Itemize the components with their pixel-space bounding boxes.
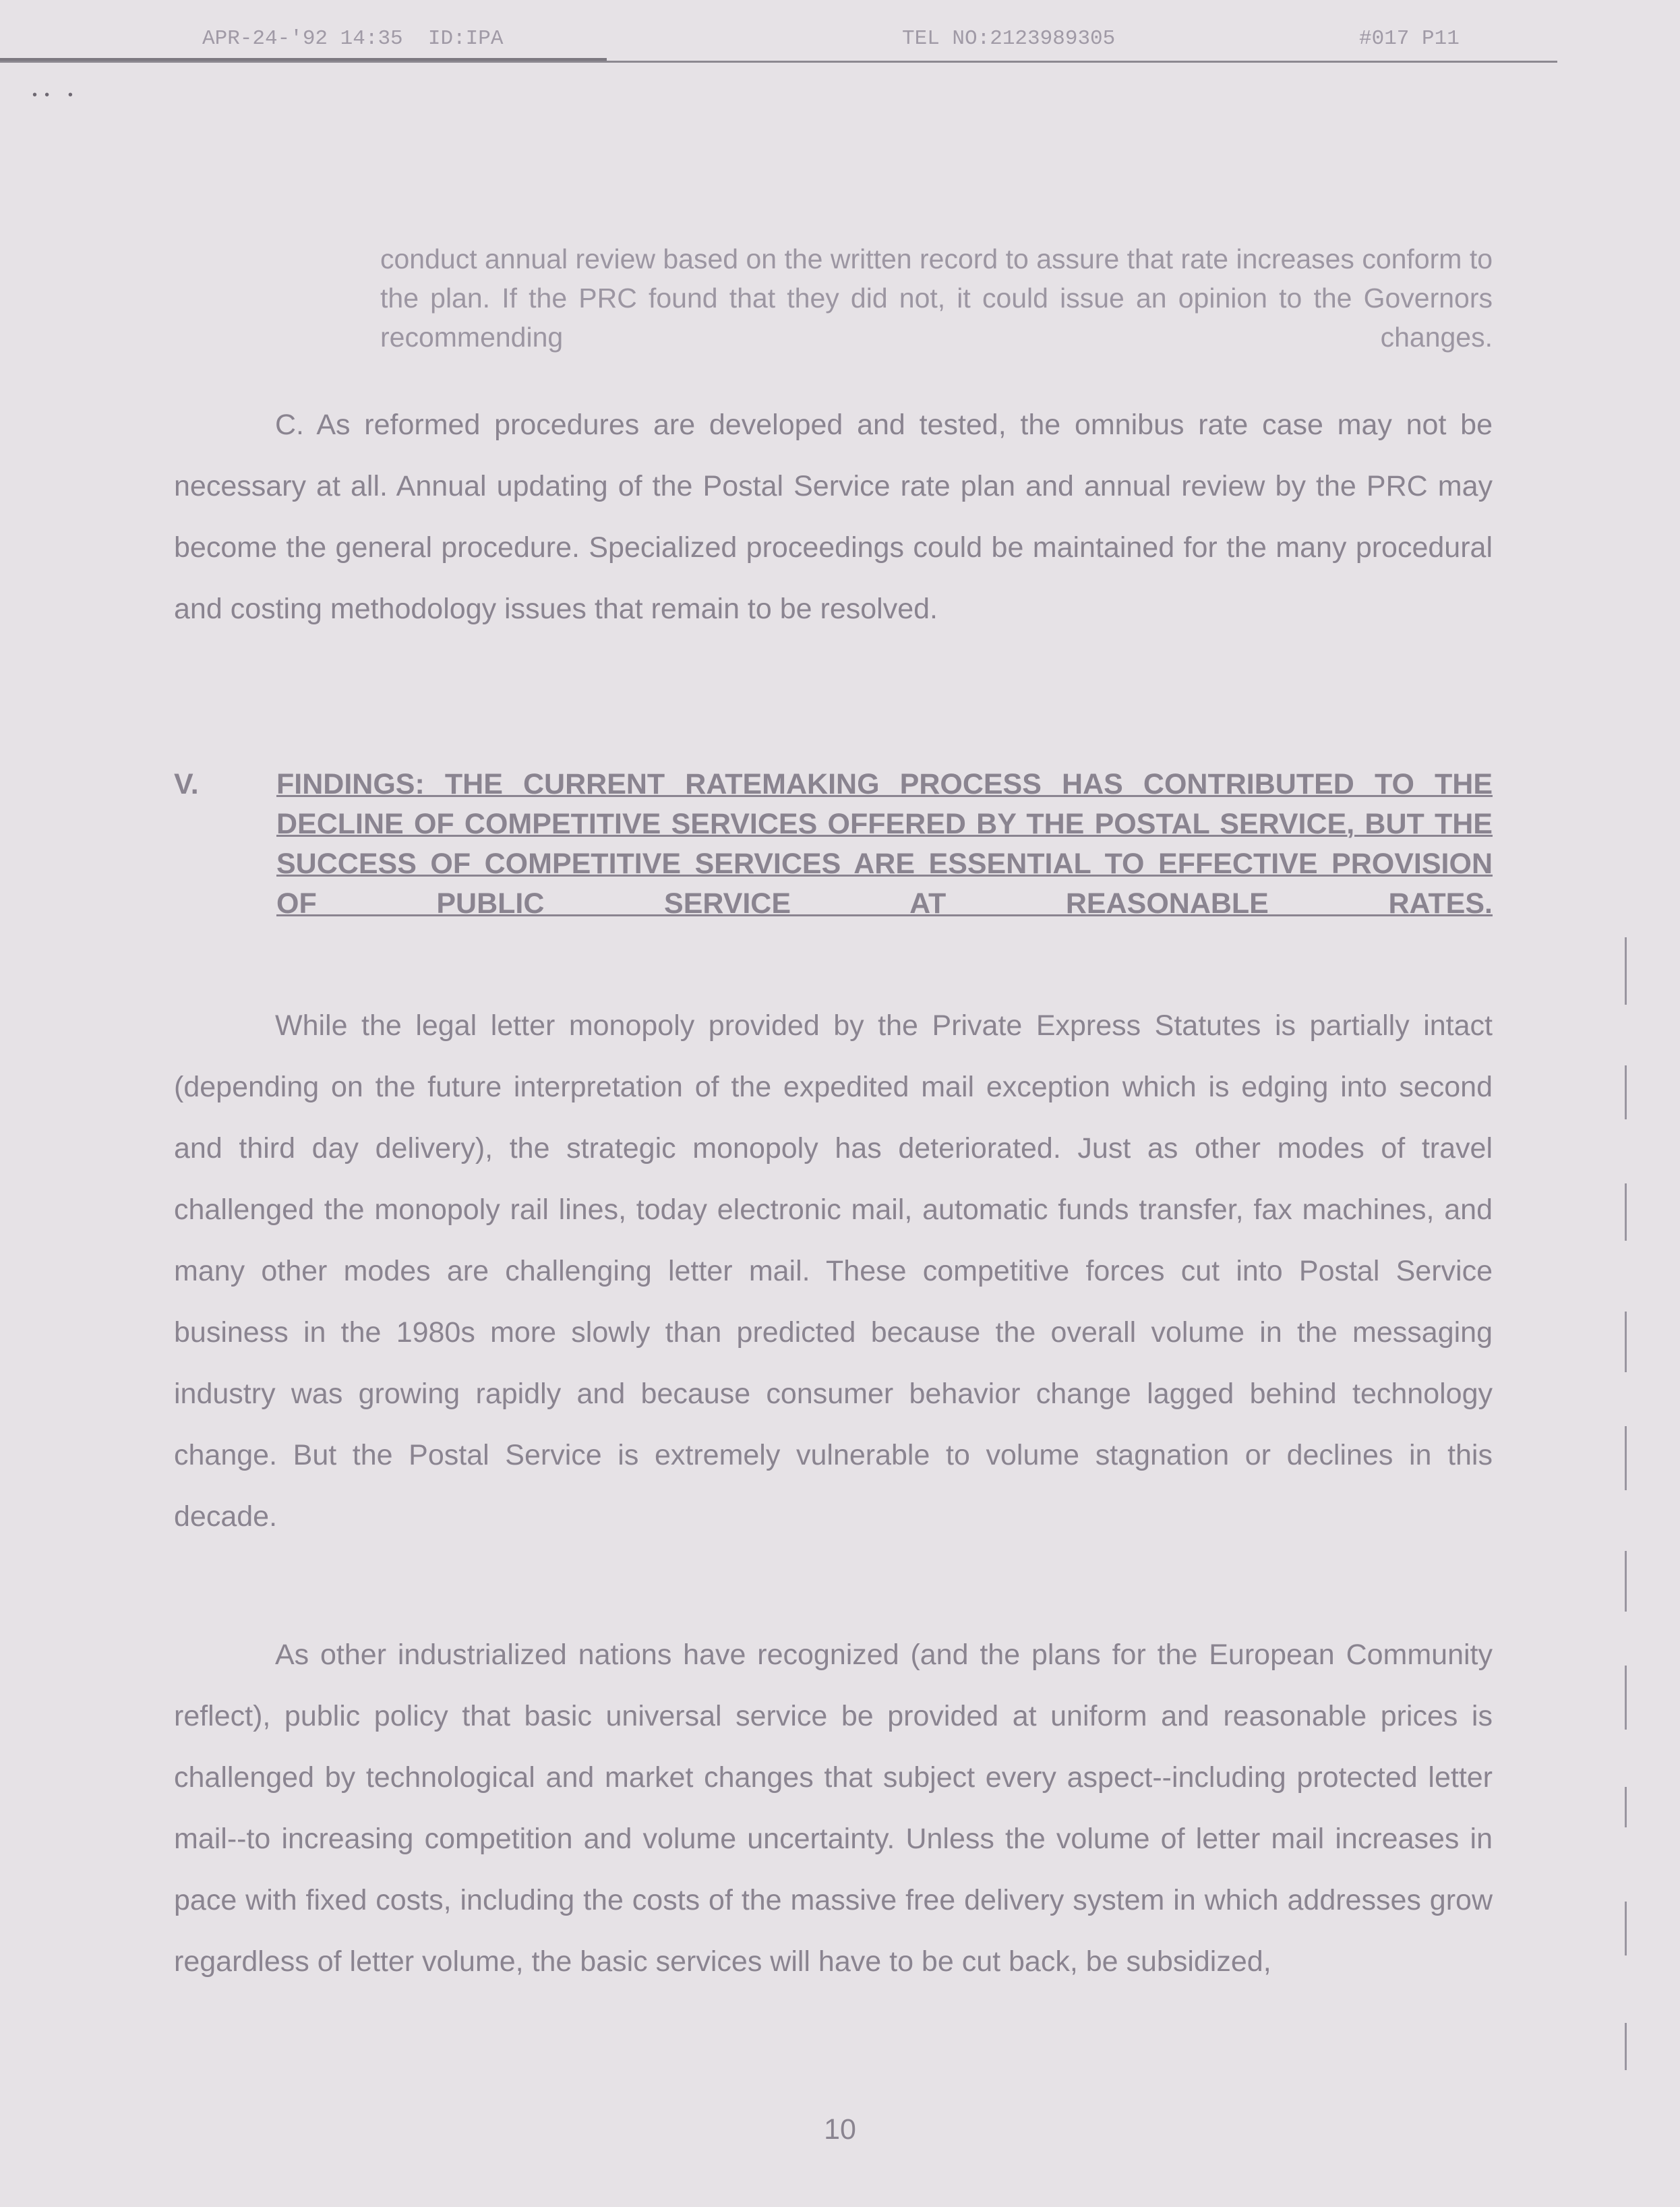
margin-mark [1625,1666,1627,1730]
paragraph-monopoly-text: While the legal letter monopoly provided by the Private Express Statutes is partially intact (depending on the future interpretation of the expedited mail exception which is edging into second and third day delivery), the strategic monopoly has deteriorated. Just as other modes of travel challenged the monopoly rail lines, today electronic mail, automatic funds transfer, fax machines, and many other modes are challenging letter mail. These competitive forces cut into Postal Service business in the 1980s more slowly than predicted because the overall volume in the messaging industry was growing rapidly and because consumer behavior change lagged behind technology change. But the Postal Service is extremely vulnerable to volume stagnation or declines in this decade. [174,1009,1493,1533]
margin-mark [1625,1183,1627,1241]
margin-mark [1625,1787,1627,1827]
margin-mark [1625,2023,1627,2070]
paragraph-c [174,394,1493,640]
scan-specks: • • • [32,88,73,102]
section-heading [174,765,1493,924]
indented-continuation-block: conduct annual review based on the written record to assure that rate increases conform to the plan. If the PRC found that they did not, it could issue an opinion to the Governors recommending changes. [380,243,1493,353]
paragraph-industrialized-nations [174,1624,1493,1993]
fax-header-page: #017 P11 [1359,27,1460,51]
fax-header-rule [0,58,607,61]
margin-mark [1625,1312,1627,1372]
margin-mark [1625,937,1627,1005]
margin-mark [1625,1426,1627,1490]
page-number: 10 [824,2113,856,2146]
margin-mark [1625,1551,1627,1612]
paragraph-industrialized-nations-text: As other industrialized nations have recognized (and the plans for the European Community reflect), public policy that basic universal service be provided at uniform and reasonable prices is challenged by technological and market changes that subject every aspect--including protected letter mail--to increasing competition and volume uncertainty. Unless the volume of letter mail increases in pace with fixed costs, including the costs of the massive free delivery system in which addresses grow regardless of letter volume, the basic services will have to be cut back, be subsidized, [174,1639,1493,1978]
section-number: V. [174,768,199,800]
paragraph-c-text: C. As reformed procedures are developed and tested, the omnibus rate case may not be necessary at all. Annual updating of the Postal Service rate plan and annual review by the PRC may become the general procedure. Specialized proceedings could be maintained for the many procedural and costing methodology issues that remain to be resolved. [174,409,1493,625]
fax-header-date-id: APR-24-'92 14:35 ID:IPA [202,27,504,51]
margin-mark [1625,1065,1627,1119]
margin-mark [1625,1902,1627,1955]
section-heading-text: FINDINGS: THE CURRENT RATEMAKING PROCESS HAS CONTRIBUTED TO THE DECLINE OF COMPETITIVE SERVICES OFFERED BY THE POSTAL SERVICE, BUT THE SUCCESS OF COMPETITIVE SERVICES ARE ESSENTIAL TO EFFECTIVE PROVISION OF PUBLIC SERVICE AT REASONABLE RATES. [276,768,1493,920]
fax-header-tel: TEL NO:2123989305 [902,27,1116,51]
paragraph-monopoly [174,995,1493,1548]
